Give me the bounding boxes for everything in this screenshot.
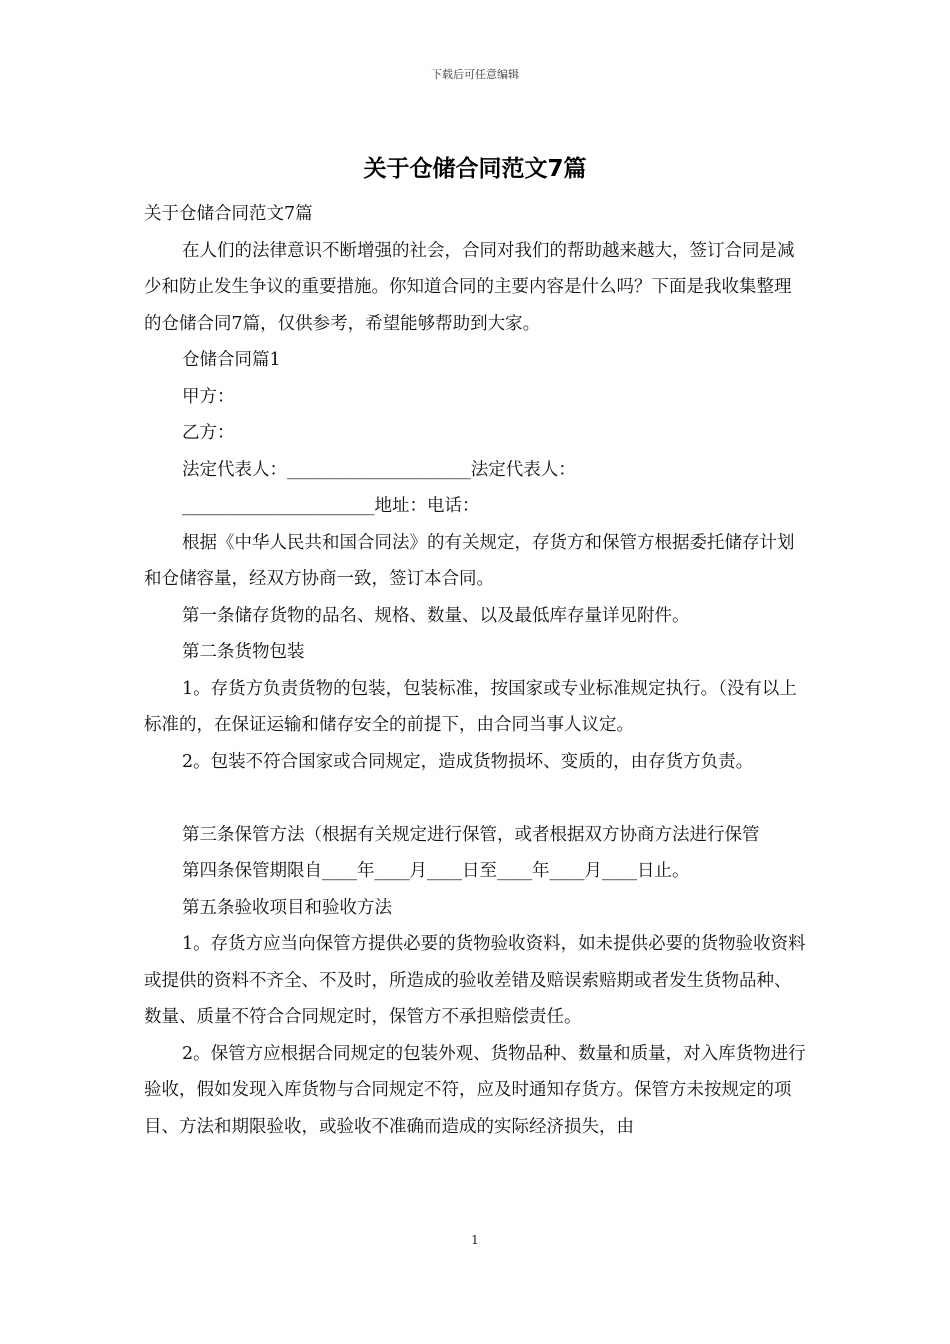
article-3: 第三条保管方法（根据有关规定进行保管，或者根据双方协商方法进行保管	[182, 824, 760, 845]
article-4: 第四条保管期限自____年____月____日至____年____月____日止。	[182, 861, 690, 881]
header-note: 下载后可任意编辑	[431, 68, 519, 81]
intro-paragraph: 在人们的法律意识不断增强的社会，合同对我们的帮助越来越大，签订合同是减少和防止发生争议的重要措施。你知道合同的主要内容是什么吗？下面是我收集整理的仓储合同7篇，仅供参考，希望能够帮助到大家。	[144, 240, 795, 334]
article-5-heading: 第五条验收项目和验收方法	[182, 897, 392, 918]
subtitle-paragraph: 关于仓储合同范文7篇	[144, 204, 313, 224]
address-phone-line: ______________________地址：电话：	[182, 496, 480, 516]
blank-line	[144, 780, 808, 817]
party-a-line: 甲方：	[182, 386, 235, 407]
basis-paragraph: 根据《中华人民共和国合同法》的有关规定，存货方和保管方根据委托储存计划和仓储容量，经双方协商一致，签订本合同。	[144, 532, 795, 589]
article-2-item-2: 2。包装不符合国家或合同规定，造成货物损坏、变质的，由存货方负责。	[182, 751, 754, 772]
page-number: 1	[471, 1233, 479, 1247]
article-1: 第一条储存货物的品名、规格、数量、以及最低库存量详见附件。	[182, 605, 690, 626]
party-b-line: 乙方：	[182, 423, 235, 443]
article-5-item-1: 1。存货方应当向保管方提供必要的货物验收资料，如未提供必要的货物验收资料或提供的资料不齐全、不及时，所造成的验收差错及赔误索赔期或者发生货物品种、数量、质量不符合合同规定时，保管方不承担赔偿责任。	[144, 934, 806, 1027]
legal-representative-line: 法定代表人：_____________________法定代表人：	[182, 459, 576, 480]
document-body	[144, 196, 808, 1145]
document-title: 关于仓储合同范文7篇	[363, 156, 587, 182]
section-heading: 仓储合同篇1	[182, 350, 281, 370]
article-2-item-1: 1。存货方负责货物的包装，包装标准，按国家或专业标准规定执行。（没有以上标准的，在保证运输和储存安全的前提下，由合同当事人议定。	[144, 678, 797, 735]
article-5-item-2: 2。保管方应根据合同规定的包装外观、货物品种、数量和质量，对入库货物进行验收，假如发现入库货物与合同规定不符，应及时通知存货方。保管方未按规定的项目、方法和期限验收，或验收不准确而造成的实际经济损失，由	[144, 1043, 806, 1137]
article-2-heading: 第二条货物包装	[182, 642, 305, 662]
